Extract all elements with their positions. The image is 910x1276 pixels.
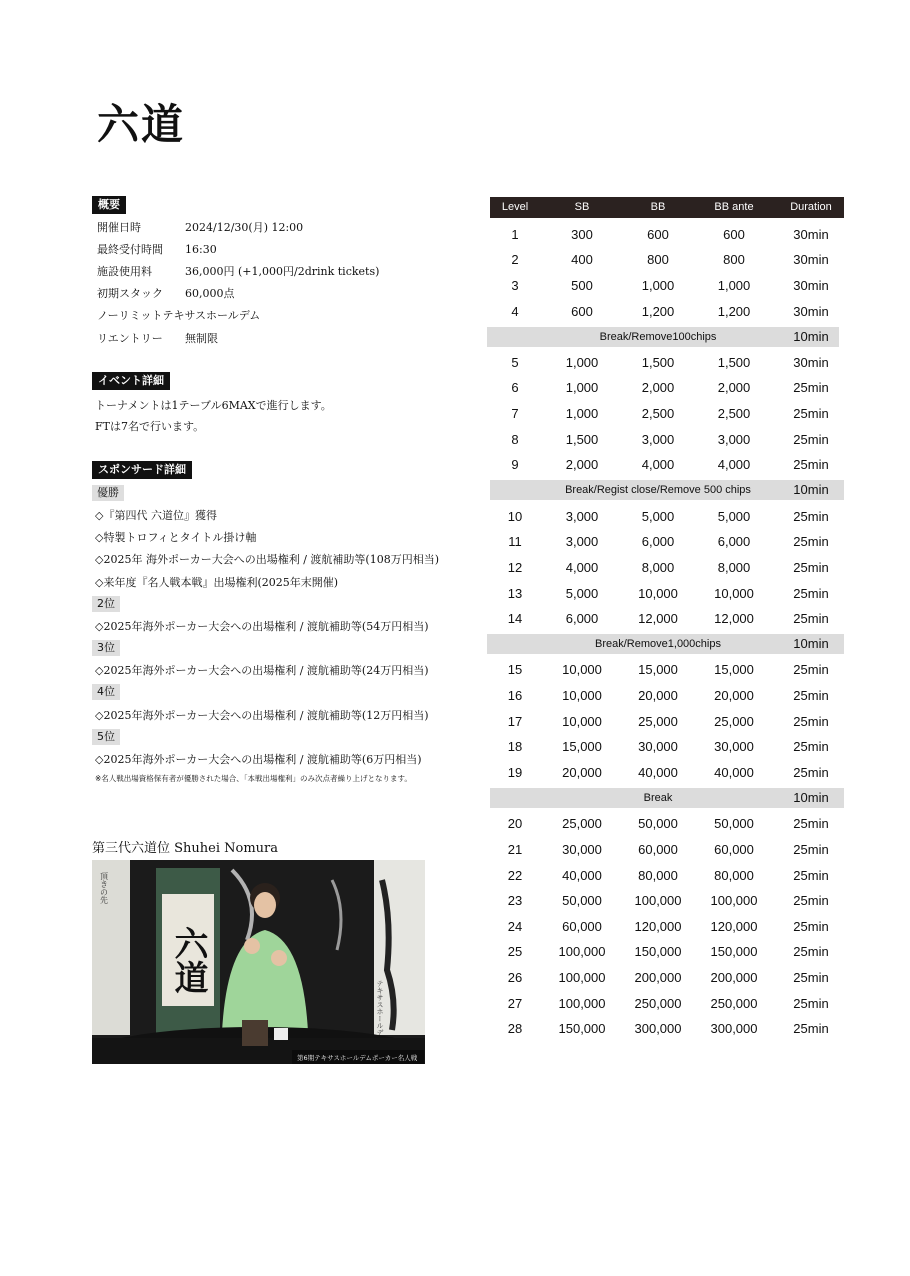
header-duration: Duration	[790, 201, 832, 213]
table-cell: 25,000	[638, 714, 678, 729]
prize-item: ◇2025年海外ポーカー大会への出場権利 / 渡航補助等(24万円相当)	[95, 664, 429, 677]
table-cell: 17	[507, 714, 523, 729]
table-cell: 25min	[793, 842, 829, 857]
prize-item: ◇来年度『名人戦本戦』出場権利(2025年末開催)	[95, 576, 339, 589]
table-cell: 25min	[793, 816, 829, 831]
break-row	[490, 480, 844, 500]
table-cell: 500	[571, 278, 593, 293]
level-row	[490, 224, 844, 246]
event-label: イベント詳細	[92, 372, 170, 390]
level-row	[490, 993, 844, 1015]
structure-header	[490, 197, 844, 218]
info-row: 最終受付時間 16:30	[97, 243, 217, 256]
table-cell: 10min	[793, 482, 829, 497]
page-title: 六道	[97, 100, 186, 149]
info-row-game: ノーリミットテキサスホールデム	[97, 309, 261, 322]
header-level: Level	[501, 201, 529, 213]
level-row	[490, 762, 844, 784]
table-cell: 4,000	[641, 457, 675, 472]
table-cell: 30min	[793, 304, 829, 319]
table-cell: 4	[511, 304, 519, 319]
table-cell: 14	[507, 611, 523, 626]
table-cell: 200,000	[710, 970, 758, 985]
level-row	[490, 454, 844, 476]
table-cell: 12,000	[638, 611, 678, 626]
table-cell: 25min	[793, 406, 829, 421]
event-line: FTは7名で行います。	[95, 420, 205, 433]
scroll-calligraphy: 六道	[168, 926, 208, 994]
level-row	[490, 839, 844, 861]
table-cell: 15,000	[714, 662, 754, 677]
table-cell: 25min	[793, 662, 829, 677]
table-cell: 10,000	[562, 714, 602, 729]
table-cell: 25min	[793, 868, 829, 883]
table-cell: 21	[507, 842, 523, 857]
table-cell: 5	[511, 355, 519, 370]
level-row	[490, 736, 844, 758]
table-cell: 2,500	[641, 406, 675, 421]
table-cell: 600	[571, 304, 593, 319]
level-row	[490, 685, 844, 707]
table-cell: 300	[571, 227, 593, 242]
table-cell: 50,000	[638, 816, 678, 831]
table-cell: 25min	[793, 765, 829, 780]
table-cell: 400	[571, 252, 593, 267]
table-cell: 2,500	[717, 406, 751, 421]
table-cell: 25,000	[562, 816, 602, 831]
table-cell: 1,000	[717, 278, 751, 293]
table-cell: 3,000	[717, 432, 751, 447]
table-cell: 100,000	[558, 996, 606, 1011]
table-cell: 20	[507, 816, 523, 831]
level-row	[490, 916, 844, 938]
level-row	[490, 1018, 844, 1040]
table-cell: 13	[507, 586, 523, 601]
prize-item: ◇2025年海外ポーカー大会への出場権利 / 渡航補助等(12万円相当)	[95, 709, 429, 722]
level-row	[490, 890, 844, 912]
table-cell: 30min	[793, 355, 829, 370]
table-cell: 23	[507, 893, 523, 908]
table-cell: Break/Remove100chips	[599, 331, 717, 343]
table-cell: 25min	[793, 739, 829, 754]
prize-item: ◇2025年 海外ポーカー大会への出場権利 / 渡航補助等(108万円相当)	[95, 553, 440, 566]
table-cell: 40,000	[638, 765, 678, 780]
table-cell: 3	[511, 278, 519, 293]
prize-item: ◇『第四代 六道位』獲得	[95, 509, 217, 522]
table-cell: 27	[507, 996, 523, 1011]
event-line: トーナメントは1テーブル6MAXで進行します。	[95, 399, 332, 412]
table-cell: Break/Regist close/Remove 500 chips	[565, 484, 751, 496]
prize-item: ◇2025年海外ポーカー大会への出場権利 / 渡航補助等(6万円相当)	[95, 753, 422, 766]
rank-label: 2位	[92, 596, 120, 612]
table-cell: 30,000	[714, 739, 754, 754]
level-row	[490, 659, 844, 681]
table-cell: 40,000	[562, 868, 602, 883]
table-cell: 15,000	[562, 739, 602, 754]
table-cell: 25min	[793, 560, 829, 575]
table-cell: 25,000	[714, 714, 754, 729]
table-cell: 30,000	[638, 739, 678, 754]
level-row	[490, 377, 844, 399]
table-cell: 80,000	[638, 868, 678, 883]
table-cell: 30min	[793, 278, 829, 293]
header-ante: BB ante	[714, 201, 754, 213]
table-cell: 60,000	[714, 842, 754, 857]
photo-right-text: テキサスホールデ	[376, 980, 384, 1036]
table-cell: Break/Remove1,000chips	[595, 638, 721, 650]
table-cell: 1,500	[717, 355, 751, 370]
table-cell: 800	[647, 252, 669, 267]
table-cell: 3,000	[565, 534, 599, 549]
table-cell: 25min	[793, 996, 829, 1011]
level-row	[490, 557, 844, 579]
table-cell: 40,000	[714, 765, 754, 780]
table-cell: 10min	[793, 636, 829, 651]
photo-side-text: 頂きの先	[99, 872, 109, 904]
prize-item: ◇2025年海外ポーカー大会への出場権利 / 渡航補助等(54万円相当)	[95, 620, 429, 633]
table-cell: 9	[511, 457, 519, 472]
table-cell: 2	[511, 252, 519, 267]
table-cell: 20,000	[562, 765, 602, 780]
table-cell: 25min	[793, 944, 829, 959]
table-cell: 10,000	[562, 688, 602, 703]
table-cell: 10,000	[638, 586, 678, 601]
photo-banner-text: 第6期テキサスホールデムポーカー名人戦	[297, 1054, 418, 1062]
table-cell: 2,000	[641, 380, 675, 395]
table-cell: 25min	[793, 688, 829, 703]
table-cell: 10,000	[562, 662, 602, 677]
table-cell: 24	[507, 919, 523, 934]
table-cell: 150,000	[558, 1021, 606, 1036]
rank-label: 3位	[92, 640, 120, 656]
table-cell: 10	[507, 509, 523, 524]
table-cell: 600	[723, 227, 745, 242]
level-row	[490, 506, 844, 528]
table-cell: Break	[643, 792, 673, 804]
table-cell: 25	[507, 944, 523, 959]
table-cell: 25min	[793, 970, 829, 985]
table-cell: 3,000	[641, 432, 675, 447]
table-cell: 20,000	[714, 688, 754, 703]
table-cell: 5,000	[717, 509, 751, 524]
table-cell: 5,000	[565, 586, 599, 601]
table-cell: 60,000	[638, 842, 678, 857]
table-cell: 150,000	[634, 944, 682, 959]
table-cell: 26	[507, 970, 523, 985]
table-cell: 22	[507, 868, 523, 883]
table-cell: 1,000	[565, 355, 599, 370]
level-row	[490, 813, 844, 835]
photo-caption: 第三代六道位 Shuhei Nomura	[92, 841, 279, 856]
level-row	[490, 865, 844, 887]
level-row	[490, 531, 844, 553]
level-row	[490, 352, 844, 374]
table-cell: 11	[508, 534, 522, 549]
table-cell: 50,000	[714, 816, 754, 831]
table-cell: 800	[723, 252, 745, 267]
table-cell: 120,000	[634, 919, 682, 934]
table-cell: 100,000	[634, 893, 682, 908]
info-row: 施設使用料 36,000円 (+1,000円/2drink tickets)	[97, 265, 380, 278]
table-cell: 8,000	[717, 560, 751, 575]
table-cell: 10min	[793, 329, 829, 344]
table-cell: 100,000	[710, 893, 758, 908]
table-cell: 6,000	[717, 534, 751, 549]
table-cell: 200,000	[634, 970, 682, 985]
table-cell: 30min	[793, 252, 829, 267]
header-sb: SB	[574, 201, 590, 213]
table-cell: 2,000	[717, 380, 751, 395]
table-cell: 100,000	[558, 970, 606, 985]
table-cell: 1,200	[717, 304, 751, 319]
info-row: リエントリー 無制限	[97, 332, 218, 345]
table-cell: 120,000	[710, 919, 758, 934]
table-cell: 600	[647, 227, 669, 242]
table-cell: 25min	[793, 611, 829, 626]
table-cell: 25min	[793, 893, 829, 908]
table-cell: 12,000	[714, 611, 754, 626]
info-row: 初期スタック 60,000点	[97, 287, 235, 300]
table-cell: 25min	[793, 919, 829, 934]
sponsor-label: スポンサード詳細	[92, 461, 192, 479]
table-cell: 12	[507, 560, 523, 575]
level-row	[490, 608, 844, 630]
level-row	[490, 403, 844, 425]
rank-label: 4位	[92, 684, 120, 700]
table-cell: 1	[511, 227, 519, 242]
table-cell: 1,500	[565, 432, 599, 447]
table-cell: 25min	[793, 534, 829, 549]
table-cell: 4,000	[565, 560, 599, 575]
table-cell: 4,000	[717, 457, 751, 472]
table-cell: 3,000	[565, 509, 599, 524]
table-cell: 25min	[793, 432, 829, 447]
champion-photo	[92, 860, 425, 1064]
table-cell: 6	[511, 380, 519, 395]
table-cell: 300,000	[710, 1021, 758, 1036]
table-cell: 1,000	[641, 278, 675, 293]
break-row	[487, 327, 839, 347]
level-row	[490, 301, 844, 323]
level-row	[490, 275, 844, 297]
table-cell: 10,000	[714, 586, 754, 601]
table-cell: 19	[507, 765, 523, 780]
table-cell: 250,000	[634, 996, 682, 1011]
table-cell: 25min	[793, 586, 829, 601]
level-row	[490, 711, 844, 733]
table-cell: 10min	[793, 790, 829, 805]
table-cell: 300,000	[634, 1021, 682, 1036]
table-cell: 8,000	[641, 560, 675, 575]
table-cell: 28	[507, 1021, 523, 1036]
table-cell: 16	[507, 688, 523, 703]
level-row	[490, 967, 844, 989]
table-cell: 25min	[793, 1021, 829, 1036]
table-cell: 25min	[793, 457, 829, 472]
sponsor-note: ※名人戦出場資格保有者が優勝された場合、「本戦出場権利」のみ次点者繰り上げとなります。	[95, 774, 412, 783]
table-cell: 30,000	[562, 842, 602, 857]
table-cell: 150,000	[710, 944, 758, 959]
level-row	[490, 249, 844, 271]
table-cell: 50,000	[562, 893, 602, 908]
table-cell: 6,000	[641, 534, 675, 549]
table-cell: 20,000	[638, 688, 678, 703]
table-cell: 8	[511, 432, 519, 447]
table-cell: 5,000	[641, 509, 675, 524]
break-row	[487, 634, 844, 654]
table-cell: 100,000	[558, 944, 606, 959]
level-row	[490, 429, 844, 451]
table-cell: 2,000	[565, 457, 599, 472]
table-cell: 30min	[793, 227, 829, 242]
prize-item: ◇特製トロフィとタイトル掛け軸	[95, 531, 257, 544]
table-cell: 25min	[793, 714, 829, 729]
table-cell: 1,000	[565, 380, 599, 395]
table-cell: 15,000	[638, 662, 678, 677]
table-cell: 250,000	[710, 996, 758, 1011]
table-cell: 1,500	[641, 355, 675, 370]
rank-label: 優勝	[92, 485, 124, 501]
table-cell: 80,000	[714, 868, 754, 883]
level-row	[490, 941, 844, 963]
table-cell: 60,000	[562, 919, 602, 934]
break-row	[490, 788, 844, 808]
info-row: 開催日時 2024/12/30(月) 12:00	[97, 221, 304, 234]
header-bb: BB	[650, 201, 666, 213]
table-cell: 18	[507, 739, 523, 754]
table-cell: 6,000	[565, 611, 599, 626]
table-cell: 25min	[793, 509, 829, 524]
table-cell: 1,000	[565, 406, 599, 421]
table-cell: 7	[511, 406, 519, 421]
table-cell: 15	[507, 662, 523, 677]
overview-label: 概要	[92, 196, 126, 214]
level-row	[490, 583, 844, 605]
table-cell: 25min	[793, 380, 829, 395]
rank-label: 5位	[92, 729, 120, 745]
table-cell: 1,200	[641, 304, 675, 319]
